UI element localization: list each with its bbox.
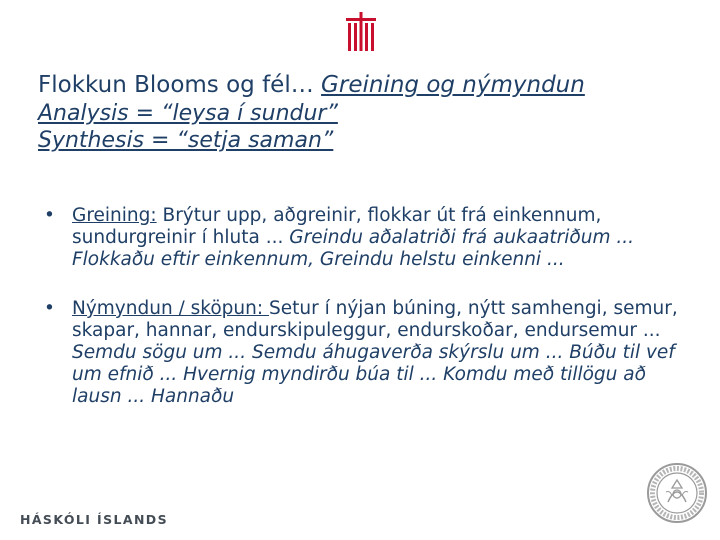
bullet-intro: Setur í nýjan búning, nýtt samhengi, semur, skapar, hannar, endurskipuleggur, endurskoðar, endursemur ...	[72, 298, 678, 341]
subtitle-synthesis: Synthesis = “setja saman”	[38, 128, 334, 153]
bullet-examples: Greindu aðalatriði frá aukaatriðum ... Flokkaðu eftir einkennum, Greindu helstu einkenni ...	[72, 227, 634, 270]
university-columns-logo-icon	[346, 12, 376, 52]
bullet-item-greining	[44, 205, 684, 271]
bullet-glyph: •	[44, 298, 55, 319]
title-block	[38, 70, 698, 154]
footer-institution-name: HÁSKÓLI ÍSLANDS	[20, 512, 168, 527]
bullet-glyph: •	[44, 205, 55, 226]
bullet-term: Nýmyndun / sköpun:	[72, 298, 269, 319]
bullet-intro: Brýtur upp, aðgreinir, flokkar út frá einkennum, sundurgreinir í hluta ...	[72, 205, 602, 248]
title-subtopic: Greining og nýmyndun	[321, 72, 585, 98]
subtitle-analysis: Analysis = “leysa í sundur”	[38, 101, 338, 126]
title-main: Flokkun Blooms og fél…	[38, 72, 314, 98]
page-title	[38, 70, 698, 100]
bullet-examples: Semdu sögu um ... Semdu áhugaverða skýrslu um ... Búðu til vef um efnið ... Hvernig myndirðu búa til ... Komdu með tillögu að lausn ... Hannaðu	[72, 342, 675, 407]
university-seal-icon	[646, 462, 708, 524]
bullet-term: Greining:	[72, 205, 157, 226]
bullet-item-nymyndun	[44, 298, 684, 408]
bullet-list	[44, 205, 684, 435]
